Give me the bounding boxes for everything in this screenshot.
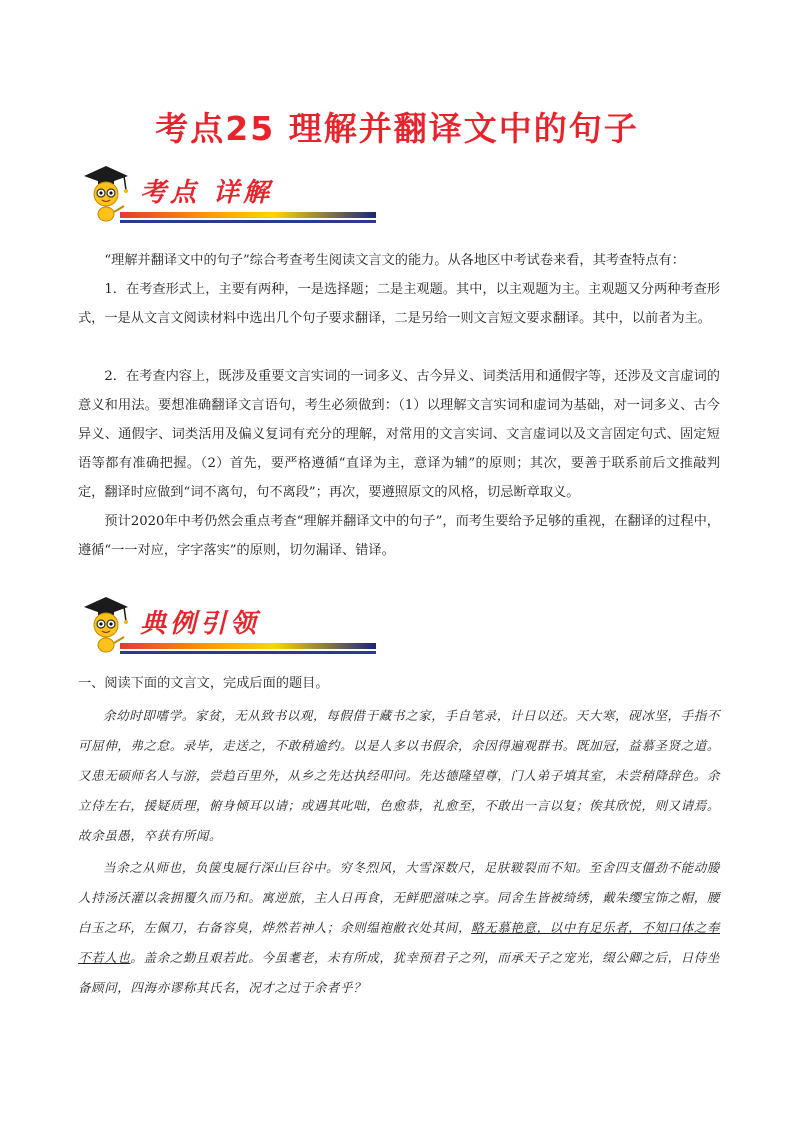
intro-paragraph-3: 2．在考查内容上，既涉及重要文言实词的一词多义、古今异义、词类活用和通假字等，还涉及文言虚词的意义和用法。要想准确翻译文言语句，考生必须做到：（1）以理解文言实词和虚词为基础，对一词多义、古今异义、通假字、词类活用及偏义复词有充分的理解，对常用的文言实词、文言虚词以及文言固定句式、固定短语等都有准确把握。（2）首先，要严格遵循“直译为主，意译为辅”的原则；其次，要善于联系前后文推敲判定，翻译时应做到“词不离句，句不离段”；再次，要遵照原文的风格，切忌断章取义。: [78, 369, 720, 500]
section-title: 考点 详解: [140, 178, 274, 208]
intro-paragraph-2: 1．在考查形式上，主要有两种，一是选择题；二是主观题。其中，以主观题为主。主观题又分两种考查形式，一是从文言文阅读材料中选出几个句子要求翻译，二是另给一则文言短文要求翻译。其中，以前者为主。: [78, 282, 720, 326]
section-underline-dark: [120, 220, 376, 223]
section-header-dianli: [80, 593, 340, 655]
classical-text-part: 。盖余之勤且艰若此。今虽耄老，未有所成，犹幸预君子之列，而承天子之宠光，缀公卿之后，日侍坐备顾问，四海亦谬称其氏名，况才之过于余者乎？: [78, 950, 720, 995]
page-title: 考点25 理解并翻译文中的句子: [155, 109, 639, 148]
section-underline: [120, 212, 376, 218]
classical-text-paragraph-2: [78, 853, 720, 1003]
section-underline-dark: [120, 651, 376, 654]
intro-paragraph-4: 预计2020年中考仍然会重点考查“理解并翻译文中的句子”，而考生要给予足够的重视，在翻译的过程中，遵循“一一对应，字字落实”的原则，切勿漏译、错译。: [78, 514, 720, 558]
underlined-sentence: 略无慕艳意，以中有足乐者，不知口体之奉不若人也: [78, 920, 720, 965]
section-title: 典例引领: [140, 609, 261, 639]
classical-text-paragraph-1: 余幼时即嗜学。家贫，无从致书以观，每假借于藏书之家，手自笔录，计日以还。天大寒，砚冰坚，手指不可屈伸，弗之怠。录毕，走送之，不敢稍逾约。以是人多以书假余，余因得遍观群书。既加冠，益慕圣贤之道。又患无硕师名人与游，尝趋百里外，从乡之先达执经叩问。先达德隆望尊，门人弟子填其室，未尝稍降辞色。余立侍左右，援疑质理，俯身倾耳以请；或遇其叱咄，色愈恭，礼愈至，不敢出一言以复；俟其欣悦，则又请焉。故余虽愚，卒获有所闻。: [78, 708, 720, 843]
classical-text-part: 当余之从师也，负箧曳屣行深山巨谷中。穷冬烈风，大雪深数尺，足肤皲裂而不知。至舍四支僵劲不能动媵人持汤沃灌以衾拥覆久而乃和。寓逆旅，主人日再食，无鲜肥滋味之享。同舍生皆被绮绣，戴朱缨宝饰之帽，腰白玉之环，左佩刀，右备容臭，烨然若神人；余则缊袍敝衣处其间，: [78, 860, 720, 935]
intro-paragraph-1: “理解并翻译文中的句子”综合考查考生阅读文言文的能力。从各地区中考试卷来看，其考查特点有：: [104, 253, 685, 268]
section-underline: [120, 643, 376, 649]
section-header-kaodian: [80, 162, 340, 224]
example-heading: 一、阅读下面的文言文，完成后面的题目。: [78, 676, 329, 691]
